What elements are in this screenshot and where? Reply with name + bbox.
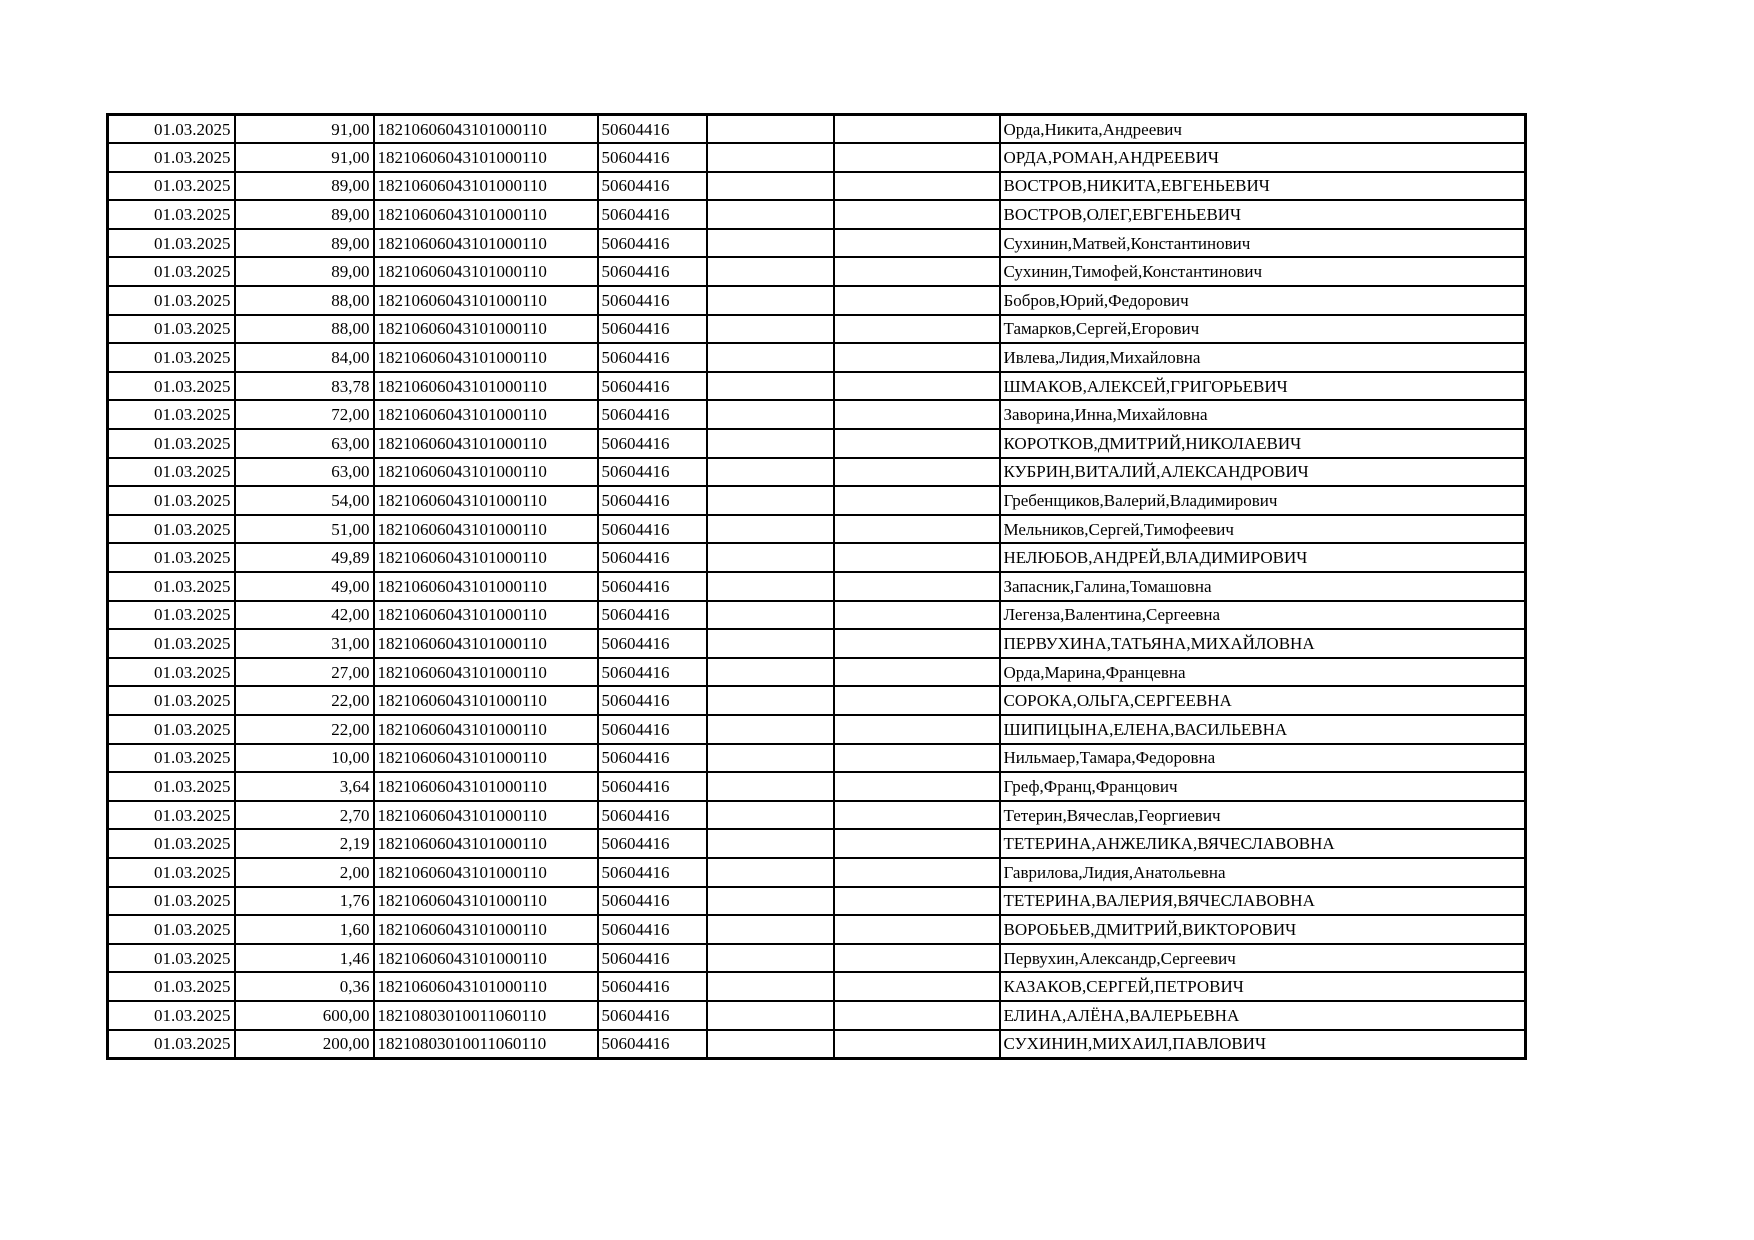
oktmo-cell: 50604416 xyxy=(598,257,707,286)
empty-cell xyxy=(834,658,1000,687)
empty-cell xyxy=(707,172,834,201)
table-row xyxy=(108,772,1526,801)
amount-cell: 27,00 xyxy=(235,658,374,687)
table-row xyxy=(108,543,1526,572)
amount-cell: 200,00 xyxy=(235,1030,374,1059)
payments-table-body xyxy=(108,115,1526,1059)
date-cell: 01.03.2025 xyxy=(108,715,235,744)
amount-cell: 54,00 xyxy=(235,486,374,515)
payer-name-cell: Запасник,Галина,Томашовна xyxy=(1000,572,1526,601)
oktmo-cell: 50604416 xyxy=(598,915,707,944)
kbk-cell: 18210606043101000110 xyxy=(374,400,598,429)
kbk-cell: 18210606043101000110 xyxy=(374,658,598,687)
date-cell: 01.03.2025 xyxy=(108,429,235,458)
date-cell: 01.03.2025 xyxy=(108,601,235,630)
kbk-cell: 18210606043101000110 xyxy=(374,686,598,715)
payer-name-cell: Ивлева,Лидия,Михайловна xyxy=(1000,343,1526,372)
date-cell: 01.03.2025 xyxy=(108,229,235,258)
oktmo-cell: 50604416 xyxy=(598,429,707,458)
payer-name-cell: ШИПИЦЫНА,ЕЛЕНА,ВАСИЛЬЕВНА xyxy=(1000,715,1526,744)
date-cell: 01.03.2025 xyxy=(108,543,235,572)
kbk-cell: 18210606043101000110 xyxy=(374,515,598,544)
empty-cell xyxy=(834,1030,1000,1059)
amount-cell: 22,00 xyxy=(235,686,374,715)
payer-name-cell: Заворина,Инна,Михайловна xyxy=(1000,400,1526,429)
kbk-cell: 18210606043101000110 xyxy=(374,601,598,630)
oktmo-cell: 50604416 xyxy=(598,515,707,544)
payer-name-cell: КАЗАКОВ,СЕРГЕЙ,ПЕТРОВИЧ xyxy=(1000,972,1526,1001)
date-cell: 01.03.2025 xyxy=(108,829,235,858)
payer-name-cell: Мельников,Сергей,Тимофеевич xyxy=(1000,515,1526,544)
date-cell: 01.03.2025 xyxy=(108,772,235,801)
table-row xyxy=(108,515,1526,544)
empty-cell xyxy=(834,686,1000,715)
oktmo-cell: 50604416 xyxy=(598,486,707,515)
empty-cell xyxy=(707,543,834,572)
empty-cell xyxy=(834,257,1000,286)
date-cell: 01.03.2025 xyxy=(108,801,235,830)
amount-cell: 600,00 xyxy=(235,1001,374,1030)
oktmo-cell: 50604416 xyxy=(598,172,707,201)
date-cell: 01.03.2025 xyxy=(108,1001,235,1030)
table-row xyxy=(108,486,1526,515)
table-row xyxy=(108,829,1526,858)
amount-cell: 1,60 xyxy=(235,915,374,944)
payer-name-cell: ВОРОБЬЕВ,ДМИТРИЙ,ВИКТОРОВИЧ xyxy=(1000,915,1526,944)
kbk-cell: 18210606043101000110 xyxy=(374,343,598,372)
empty-cell xyxy=(707,858,834,887)
empty-cell xyxy=(834,458,1000,487)
payer-name-cell: Тетерин,Вячеслав,Георгиевич xyxy=(1000,801,1526,830)
payer-name-cell: ТЕТЕРИНА,ВАЛЕРИЯ,ВЯЧЕСЛАВОВНА xyxy=(1000,887,1526,916)
kbk-cell: 18210606043101000110 xyxy=(374,972,598,1001)
table-row xyxy=(108,172,1526,201)
date-cell: 01.03.2025 xyxy=(108,658,235,687)
kbk-cell: 18210606043101000110 xyxy=(374,429,598,458)
empty-cell xyxy=(707,200,834,229)
table-row xyxy=(108,1001,1526,1030)
payer-name-cell: Нильмаер,Тамара,Федоровна xyxy=(1000,744,1526,773)
oktmo-cell: 50604416 xyxy=(598,115,707,144)
empty-cell xyxy=(707,315,834,344)
table-row xyxy=(108,343,1526,372)
amount-cell: 1,76 xyxy=(235,887,374,916)
empty-cell xyxy=(707,458,834,487)
table-row xyxy=(108,801,1526,830)
table-row xyxy=(108,200,1526,229)
date-cell: 01.03.2025 xyxy=(108,944,235,973)
empty-cell xyxy=(834,515,1000,544)
table-row xyxy=(108,115,1526,144)
amount-cell: 10,00 xyxy=(235,744,374,773)
empty-cell xyxy=(707,486,834,515)
payer-name-cell: Орда,Марина,Францевна xyxy=(1000,658,1526,687)
table-row xyxy=(108,458,1526,487)
date-cell: 01.03.2025 xyxy=(108,744,235,773)
empty-cell xyxy=(834,486,1000,515)
empty-cell xyxy=(834,829,1000,858)
payer-name-cell: СОРОКА,ОЛЬГА,СЕРГЕЕВНА xyxy=(1000,686,1526,715)
oktmo-cell: 50604416 xyxy=(598,658,707,687)
payer-name-cell: ВОСТРОВ,ОЛЕГ,ЕВГЕНЬЕВИЧ xyxy=(1000,200,1526,229)
table-row xyxy=(108,658,1526,687)
empty-cell xyxy=(707,229,834,258)
amount-cell: 22,00 xyxy=(235,715,374,744)
date-cell: 01.03.2025 xyxy=(108,372,235,401)
table-row xyxy=(108,601,1526,630)
table-row xyxy=(108,286,1526,315)
amount-cell: 91,00 xyxy=(235,143,374,172)
oktmo-cell: 50604416 xyxy=(598,343,707,372)
amount-cell: 89,00 xyxy=(235,200,374,229)
payer-name-cell: КУБРИН,ВИТАЛИЙ,АЛЕКСАНДРОВИЧ xyxy=(1000,458,1526,487)
payer-name-cell: Сухинин,Матвей,Константинович xyxy=(1000,229,1526,258)
empty-cell xyxy=(707,829,834,858)
date-cell: 01.03.2025 xyxy=(108,486,235,515)
date-cell: 01.03.2025 xyxy=(108,172,235,201)
oktmo-cell: 50604416 xyxy=(598,572,707,601)
amount-cell: 63,00 xyxy=(235,429,374,458)
amount-cell: 42,00 xyxy=(235,601,374,630)
amount-cell: 49,00 xyxy=(235,572,374,601)
empty-cell xyxy=(834,115,1000,144)
date-cell: 01.03.2025 xyxy=(108,887,235,916)
empty-cell xyxy=(834,601,1000,630)
table-row xyxy=(108,315,1526,344)
amount-cell: 89,00 xyxy=(235,257,374,286)
amount-cell: 2,00 xyxy=(235,858,374,887)
payer-name-cell: Легенза,Валентина,Сергеевна xyxy=(1000,601,1526,630)
oktmo-cell: 50604416 xyxy=(598,1030,707,1059)
amount-cell: 91,00 xyxy=(235,115,374,144)
amount-cell: 3,64 xyxy=(235,772,374,801)
empty-cell xyxy=(834,286,1000,315)
empty-cell xyxy=(834,143,1000,172)
amount-cell: 1,46 xyxy=(235,944,374,973)
empty-cell xyxy=(834,200,1000,229)
kbk-cell: 18210606043101000110 xyxy=(374,543,598,572)
kbk-cell: 18210606043101000110 xyxy=(374,372,598,401)
oktmo-cell: 50604416 xyxy=(598,887,707,916)
empty-cell xyxy=(707,429,834,458)
oktmo-cell: 50604416 xyxy=(598,143,707,172)
oktmo-cell: 50604416 xyxy=(598,229,707,258)
empty-cell xyxy=(834,315,1000,344)
date-cell: 01.03.2025 xyxy=(108,915,235,944)
table-row xyxy=(108,944,1526,973)
date-cell: 01.03.2025 xyxy=(108,515,235,544)
table-row xyxy=(108,915,1526,944)
kbk-cell: 18210606043101000110 xyxy=(374,829,598,858)
oktmo-cell: 50604416 xyxy=(598,686,707,715)
oktmo-cell: 50604416 xyxy=(598,801,707,830)
empty-cell xyxy=(834,629,1000,658)
payer-name-cell: Сухинин,Тимофей,Константинович xyxy=(1000,257,1526,286)
table-row xyxy=(108,887,1526,916)
empty-cell xyxy=(834,801,1000,830)
empty-cell xyxy=(707,715,834,744)
amount-cell: 83,78 xyxy=(235,372,374,401)
payer-name-cell: Орда,Никита,Андреевич xyxy=(1000,115,1526,144)
payer-name-cell: Гаврилова,Лидия,Анатольевна xyxy=(1000,858,1526,887)
kbk-cell: 18210606043101000110 xyxy=(374,229,598,258)
payer-name-cell: ТЕТЕРИНА,АНЖЕЛИКА,ВЯЧЕСЛАВОВНА xyxy=(1000,829,1526,858)
date-cell: 01.03.2025 xyxy=(108,1030,235,1059)
amount-cell: 49,89 xyxy=(235,543,374,572)
kbk-cell: 18210606043101000110 xyxy=(374,715,598,744)
empty-cell xyxy=(707,115,834,144)
date-cell: 01.03.2025 xyxy=(108,629,235,658)
empty-cell xyxy=(834,543,1000,572)
empty-cell xyxy=(834,887,1000,916)
table-row xyxy=(108,572,1526,601)
oktmo-cell: 50604416 xyxy=(598,400,707,429)
empty-cell xyxy=(707,601,834,630)
table-row xyxy=(108,257,1526,286)
amount-cell: 88,00 xyxy=(235,315,374,344)
table-row xyxy=(108,229,1526,258)
oktmo-cell: 50604416 xyxy=(598,744,707,773)
payer-name-cell: НЕЛЮБОВ,АНДРЕЙ,ВЛАДИМИРОВИЧ xyxy=(1000,543,1526,572)
table-row xyxy=(108,972,1526,1001)
kbk-cell: 18210606043101000110 xyxy=(374,115,598,144)
empty-cell xyxy=(707,629,834,658)
oktmo-cell: 50604416 xyxy=(598,286,707,315)
empty-cell xyxy=(834,972,1000,1001)
empty-cell xyxy=(707,744,834,773)
kbk-cell: 18210606043101000110 xyxy=(374,143,598,172)
payer-name-cell: Бобров,Юрий,Федорович xyxy=(1000,286,1526,315)
date-cell: 01.03.2025 xyxy=(108,315,235,344)
amount-cell: 2,19 xyxy=(235,829,374,858)
table-row xyxy=(108,143,1526,172)
amount-cell: 0,36 xyxy=(235,972,374,1001)
kbk-cell: 18210606043101000110 xyxy=(374,286,598,315)
empty-cell xyxy=(707,686,834,715)
empty-cell xyxy=(834,744,1000,773)
payer-name-cell: ЕЛИНА,АЛЁНА,ВАЛЕРЬЕВНА xyxy=(1000,1001,1526,1030)
date-cell: 01.03.2025 xyxy=(108,458,235,487)
empty-cell xyxy=(834,572,1000,601)
empty-cell xyxy=(707,887,834,916)
table-row xyxy=(108,858,1526,887)
date-cell: 01.03.2025 xyxy=(108,686,235,715)
amount-cell: 72,00 xyxy=(235,400,374,429)
empty-cell xyxy=(834,372,1000,401)
amount-cell: 89,00 xyxy=(235,229,374,258)
payer-name-cell: ШМАКОВ,АЛЕКСЕЙ,ГРИГОРЬЕВИЧ xyxy=(1000,372,1526,401)
oktmo-cell: 50604416 xyxy=(598,1001,707,1030)
kbk-cell: 18210606043101000110 xyxy=(374,772,598,801)
oktmo-cell: 50604416 xyxy=(598,372,707,401)
empty-cell xyxy=(707,515,834,544)
empty-cell xyxy=(707,343,834,372)
empty-cell xyxy=(707,257,834,286)
empty-cell xyxy=(834,400,1000,429)
empty-cell xyxy=(707,944,834,973)
empty-cell xyxy=(834,944,1000,973)
kbk-cell: 18210606043101000110 xyxy=(374,944,598,973)
oktmo-cell: 50604416 xyxy=(598,458,707,487)
table-row xyxy=(108,744,1526,773)
kbk-cell: 18210606043101000110 xyxy=(374,257,598,286)
empty-cell xyxy=(707,915,834,944)
date-cell: 01.03.2025 xyxy=(108,115,235,144)
kbk-cell: 18210606043101000110 xyxy=(374,200,598,229)
table-row xyxy=(108,372,1526,401)
payer-name-cell: ПЕРВУХИНА,ТАТЬЯНА,МИХАЙЛОВНА xyxy=(1000,629,1526,658)
empty-cell xyxy=(834,429,1000,458)
kbk-cell: 18210606043101000110 xyxy=(374,172,598,201)
empty-cell xyxy=(834,915,1000,944)
amount-cell: 84,00 xyxy=(235,343,374,372)
table-row xyxy=(108,629,1526,658)
oktmo-cell: 50604416 xyxy=(598,829,707,858)
empty-cell xyxy=(707,1030,834,1059)
date-cell: 01.03.2025 xyxy=(108,200,235,229)
oktmo-cell: 50604416 xyxy=(598,772,707,801)
date-cell: 01.03.2025 xyxy=(108,572,235,601)
kbk-cell: 18210606043101000110 xyxy=(374,915,598,944)
table-row xyxy=(108,1030,1526,1059)
table-row xyxy=(108,400,1526,429)
kbk-cell: 18210606043101000110 xyxy=(374,315,598,344)
empty-cell xyxy=(707,1001,834,1030)
payer-name-cell: СУХИНИН,МИХАИЛ,ПАВЛОВИЧ xyxy=(1000,1030,1526,1059)
table-row xyxy=(108,715,1526,744)
date-cell: 01.03.2025 xyxy=(108,972,235,1001)
empty-cell xyxy=(707,972,834,1001)
amount-cell: 88,00 xyxy=(235,286,374,315)
empty-cell xyxy=(834,343,1000,372)
amount-cell: 51,00 xyxy=(235,515,374,544)
date-cell: 01.03.2025 xyxy=(108,858,235,887)
empty-cell xyxy=(707,286,834,315)
oktmo-cell: 50604416 xyxy=(598,543,707,572)
payer-name-cell: КОРОТКОВ,ДМИТРИЙ,НИКОЛАЕВИЧ xyxy=(1000,429,1526,458)
kbk-cell: 18210606043101000110 xyxy=(374,858,598,887)
oktmo-cell: 50604416 xyxy=(598,944,707,973)
kbk-cell: 18210606043101000110 xyxy=(374,486,598,515)
kbk-cell: 18210606043101000110 xyxy=(374,744,598,773)
empty-cell xyxy=(707,572,834,601)
kbk-cell: 18210606043101000110 xyxy=(374,458,598,487)
kbk-cell: 18210606043101000110 xyxy=(374,629,598,658)
empty-cell xyxy=(834,772,1000,801)
kbk-cell: 18210606043101000110 xyxy=(374,801,598,830)
empty-cell xyxy=(707,658,834,687)
oktmo-cell: 50604416 xyxy=(598,601,707,630)
payer-name-cell: Гребенщиков,Валерий,Владимирович xyxy=(1000,486,1526,515)
empty-cell xyxy=(834,172,1000,201)
kbk-cell: 18210606043101000110 xyxy=(374,887,598,916)
payer-name-cell: Первухин,Александр,Сергеевич xyxy=(1000,944,1526,973)
payments-table xyxy=(106,113,1527,1060)
payer-name-cell: ОРДА,РОМАН,АНДРЕЕВИЧ xyxy=(1000,143,1526,172)
empty-cell xyxy=(707,772,834,801)
amount-cell: 31,00 xyxy=(235,629,374,658)
kbk-cell: 18210803010011060110 xyxy=(374,1030,598,1059)
payer-name-cell: ВОСТРОВ,НИКИТА,ЕВГЕНЬЕВИЧ xyxy=(1000,172,1526,201)
empty-cell xyxy=(707,801,834,830)
oktmo-cell: 50604416 xyxy=(598,315,707,344)
oktmo-cell: 50604416 xyxy=(598,715,707,744)
empty-cell xyxy=(834,715,1000,744)
amount-cell: 89,00 xyxy=(235,172,374,201)
empty-cell xyxy=(707,143,834,172)
amount-cell: 2,70 xyxy=(235,801,374,830)
payer-name-cell: Тамарков,Сергей,Егорович xyxy=(1000,315,1526,344)
kbk-cell: 18210606043101000110 xyxy=(374,572,598,601)
empty-cell xyxy=(834,858,1000,887)
date-cell: 01.03.2025 xyxy=(108,257,235,286)
table-row xyxy=(108,686,1526,715)
date-cell: 01.03.2025 xyxy=(108,286,235,315)
date-cell: 01.03.2025 xyxy=(108,143,235,172)
oktmo-cell: 50604416 xyxy=(598,858,707,887)
empty-cell xyxy=(834,1001,1000,1030)
date-cell: 01.03.2025 xyxy=(108,343,235,372)
amount-cell: 63,00 xyxy=(235,458,374,487)
oktmo-cell: 50604416 xyxy=(598,629,707,658)
kbk-cell: 18210803010011060110 xyxy=(374,1001,598,1030)
empty-cell xyxy=(834,229,1000,258)
oktmo-cell: 50604416 xyxy=(598,200,707,229)
payer-name-cell: Греф,Франц,Францович xyxy=(1000,772,1526,801)
empty-cell xyxy=(707,400,834,429)
date-cell: 01.03.2025 xyxy=(108,400,235,429)
oktmo-cell: 50604416 xyxy=(598,972,707,1001)
empty-cell xyxy=(707,372,834,401)
table-row xyxy=(108,429,1526,458)
